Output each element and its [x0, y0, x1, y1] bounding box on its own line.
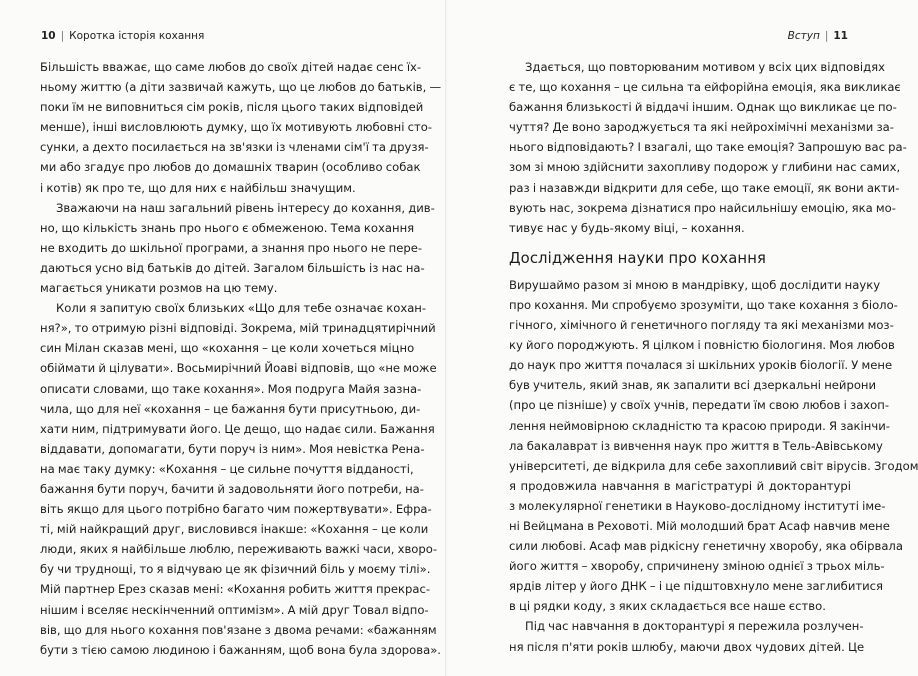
- text-line: Мій партнер Ерез сказав мені: «Кохання робить життя прекрас-: [40, 582, 431, 597]
- chapter-title: Вступ: [787, 30, 820, 42]
- left-body-text: [40, 57, 442, 660]
- text-line: в ці рядки коду, з яких складається все наше єство.: [509, 599, 826, 614]
- text-line: віддавати, допомагати, бути поруч із ним». Моя невістка Рена-: [40, 441, 425, 456]
- text-line: ня?», то отримую різні відповіді. Зокрема, мій тринадцятирічний: [40, 321, 436, 336]
- right-running-head: [788, 30, 848, 42]
- text-line: я продовжила навчання в магістратурі й докторантурі: [509, 478, 851, 493]
- text-line: ла бакалаврат із вивчення наук про життя в Тель-Авівському: [509, 438, 883, 453]
- text-line: даються усно від батьків до дітей. Загалом більшість із нас на-: [40, 260, 425, 275]
- text-line: і котів) як про те, що для них є найбільш значущим.: [40, 180, 356, 195]
- text-line: Коли я запитую своїх близьких «Що для тебе означає кохан-: [56, 301, 427, 316]
- text-line: Здається, що повторюваним мотивом у всіх цих відповідях: [525, 60, 886, 74]
- text-line: гічного, хімічного й генетичного погляду та які механізми моз-: [509, 318, 894, 333]
- text-line: на має таку думку: «Кохання – це сильне почуття відданості,: [40, 461, 414, 476]
- text-line: вують нас, зокрема дізнатися про найсильнішу емоцію, яка мо-: [509, 200, 896, 215]
- text-line: ні Вейцмана в Реховоті. Мій молодший брат Асаф навчив мене: [509, 518, 890, 533]
- text-line: сунки, а дехто посилається на зв'язки із членами сім'ї та друзя-: [40, 140, 429, 155]
- text-line: раз і назавжди відкрити для себе, що таке емоції, як вони акти-: [509, 180, 900, 195]
- text-line: описати словами, що таке кохання». Моя подруга Майя зазна-: [40, 381, 422, 396]
- text-line: зом зі мною здійснити захопливу подорож у глибини нас самих,: [509, 160, 901, 175]
- header-separator: |: [60, 30, 65, 42]
- text-line: ті, мій найкращий друг, висловився інакше: «Кохання – це коли: [40, 522, 429, 537]
- text-line: нього відповідають? І взагалі, що таке емоція? Запрошую вас ра-: [509, 140, 907, 155]
- text-line: віть якщо для цього потрібно багато чим пожертвувати». Ефра-: [40, 502, 432, 517]
- text-line: є те, що кохання – це сильна та ейфорійна емоція, яка викликає: [509, 80, 901, 95]
- text-line: до наук про життя почалася зі шкільних уроків біології. У мене: [509, 358, 893, 373]
- text-line: бу чи труднощі, то я відчуваю це як фізичний біль у моєму тілі».: [40, 562, 431, 577]
- right-body-text: [509, 57, 918, 657]
- page-number-right: 11: [833, 30, 848, 42]
- text-line: хати ним, підтримувати його. Це дещо, що надає сили. Бажання: [40, 421, 435, 436]
- left-page: [0, 0, 446, 676]
- text-line: обіймати й цілувати». Восьмирічний Йоаві відповів, що «не може: [40, 361, 437, 376]
- text-line: Вирушаймо разом зі мною в мандрівку, щоб дослідити науку: [509, 277, 881, 292]
- header-separator: |: [824, 30, 829, 42]
- text-line: його життя – хворобу, спричинену зміною однієї з трьох міль-: [509, 559, 885, 574]
- section-heading: Дослідження науки про кохання: [509, 249, 766, 267]
- text-line: ньому життю (а діти зазвичай кажуть, що це любов до батьків, —: [40, 80, 442, 95]
- text-line: Під час навчання в докторантурі я пережила розлучен-: [525, 619, 864, 634]
- text-line: (про це пізніше) у своїх учнів, передати їм свою любов і захоп-: [509, 398, 890, 413]
- page-number-left: 10: [41, 30, 56, 42]
- text-line: магається уникати розмов на цю тему.: [40, 281, 278, 296]
- text-line: люди, яких я найбільше люблю, переживають важкі часи, хворо-: [40, 542, 438, 557]
- text-line: сили любові. Асаф мав рідкісну генетичну хворобу, яка обірвала: [509, 539, 903, 554]
- text-line: чила, що для неї «кохання – це бажання бути присутньою, ди-: [40, 401, 421, 416]
- text-line: Більшість вважає, що саме любов до своїх дітей надає сенс їх-: [40, 60, 422, 74]
- text-line: ня після п'яти років шлюбу, маючи двох чудових дітей. Це: [509, 639, 865, 654]
- text-line: Зважаючи на наш загальний рівень інтересу до кохання, див-: [56, 200, 435, 215]
- text-line: був учитель, який знав, як запалити всі дзеркальні нейрони: [509, 378, 877, 393]
- text-line: ми або згадує про любов до домашніх тварин (особливо собак: [40, 160, 421, 175]
- text-line: менше), інші висловлюють думку, що їх мотивують любовні сто-: [40, 120, 433, 135]
- text-line: син Мілан сказав мені, що «кохання – це коли хочеться міцно: [40, 341, 415, 356]
- text-line: не входить до шкільної програми, а знання про нього не пере-: [40, 240, 423, 255]
- text-line: поки їм не виповниться сім років, після цього таких відповідей: [40, 100, 424, 115]
- left-running-head: [41, 30, 204, 42]
- text-line: бажання бути поруч, бачити й задовольняти його потреби, на-: [40, 481, 424, 496]
- text-line: чуття? Де воно зароджується та які нейрохімічні механізми за-: [509, 120, 894, 135]
- text-line: з молекулярної генетики в Науково-дослідному інституті іме-: [509, 498, 886, 513]
- text-line: вів, що для нього кохання пов'язане з двома речами: «бажанням: [40, 622, 437, 637]
- text-line: бажання близькості й віддачі іншим. Однак що викликає це по-: [509, 100, 897, 115]
- text-line: нішим і вселяє нескінченний оптимізм». А мій друг Товал відпо-: [40, 602, 429, 617]
- text-line: лення неймовірною складністю та красою природи. Я закінчи-: [509, 418, 890, 433]
- text-line: університеті, де відкрила для себе захопливий світ вірусів. Згодом: [509, 458, 918, 473]
- text-line: бути з тією самою людиною і бажанням, щоб вона була здорова».: [40, 642, 441, 657]
- text-line: про кохання. Ми спробуємо зрозуміти, що таке кохання з біоло-: [509, 297, 898, 312]
- text-line: ку його породжують. Я цілком і повністю біологиня. Моя любов: [509, 338, 895, 353]
- text-line: тивує нас у будь-якому віці, – кохання.: [509, 220, 745, 235]
- text-line: но, що кількість знань про нього є обмеженою. Тема кохання: [40, 220, 415, 235]
- book-title: Коротка історія кохання: [69, 30, 205, 42]
- text-line: ярдів літер у його ДНК – і це підштовхнуло мене заглибитися: [509, 579, 883, 594]
